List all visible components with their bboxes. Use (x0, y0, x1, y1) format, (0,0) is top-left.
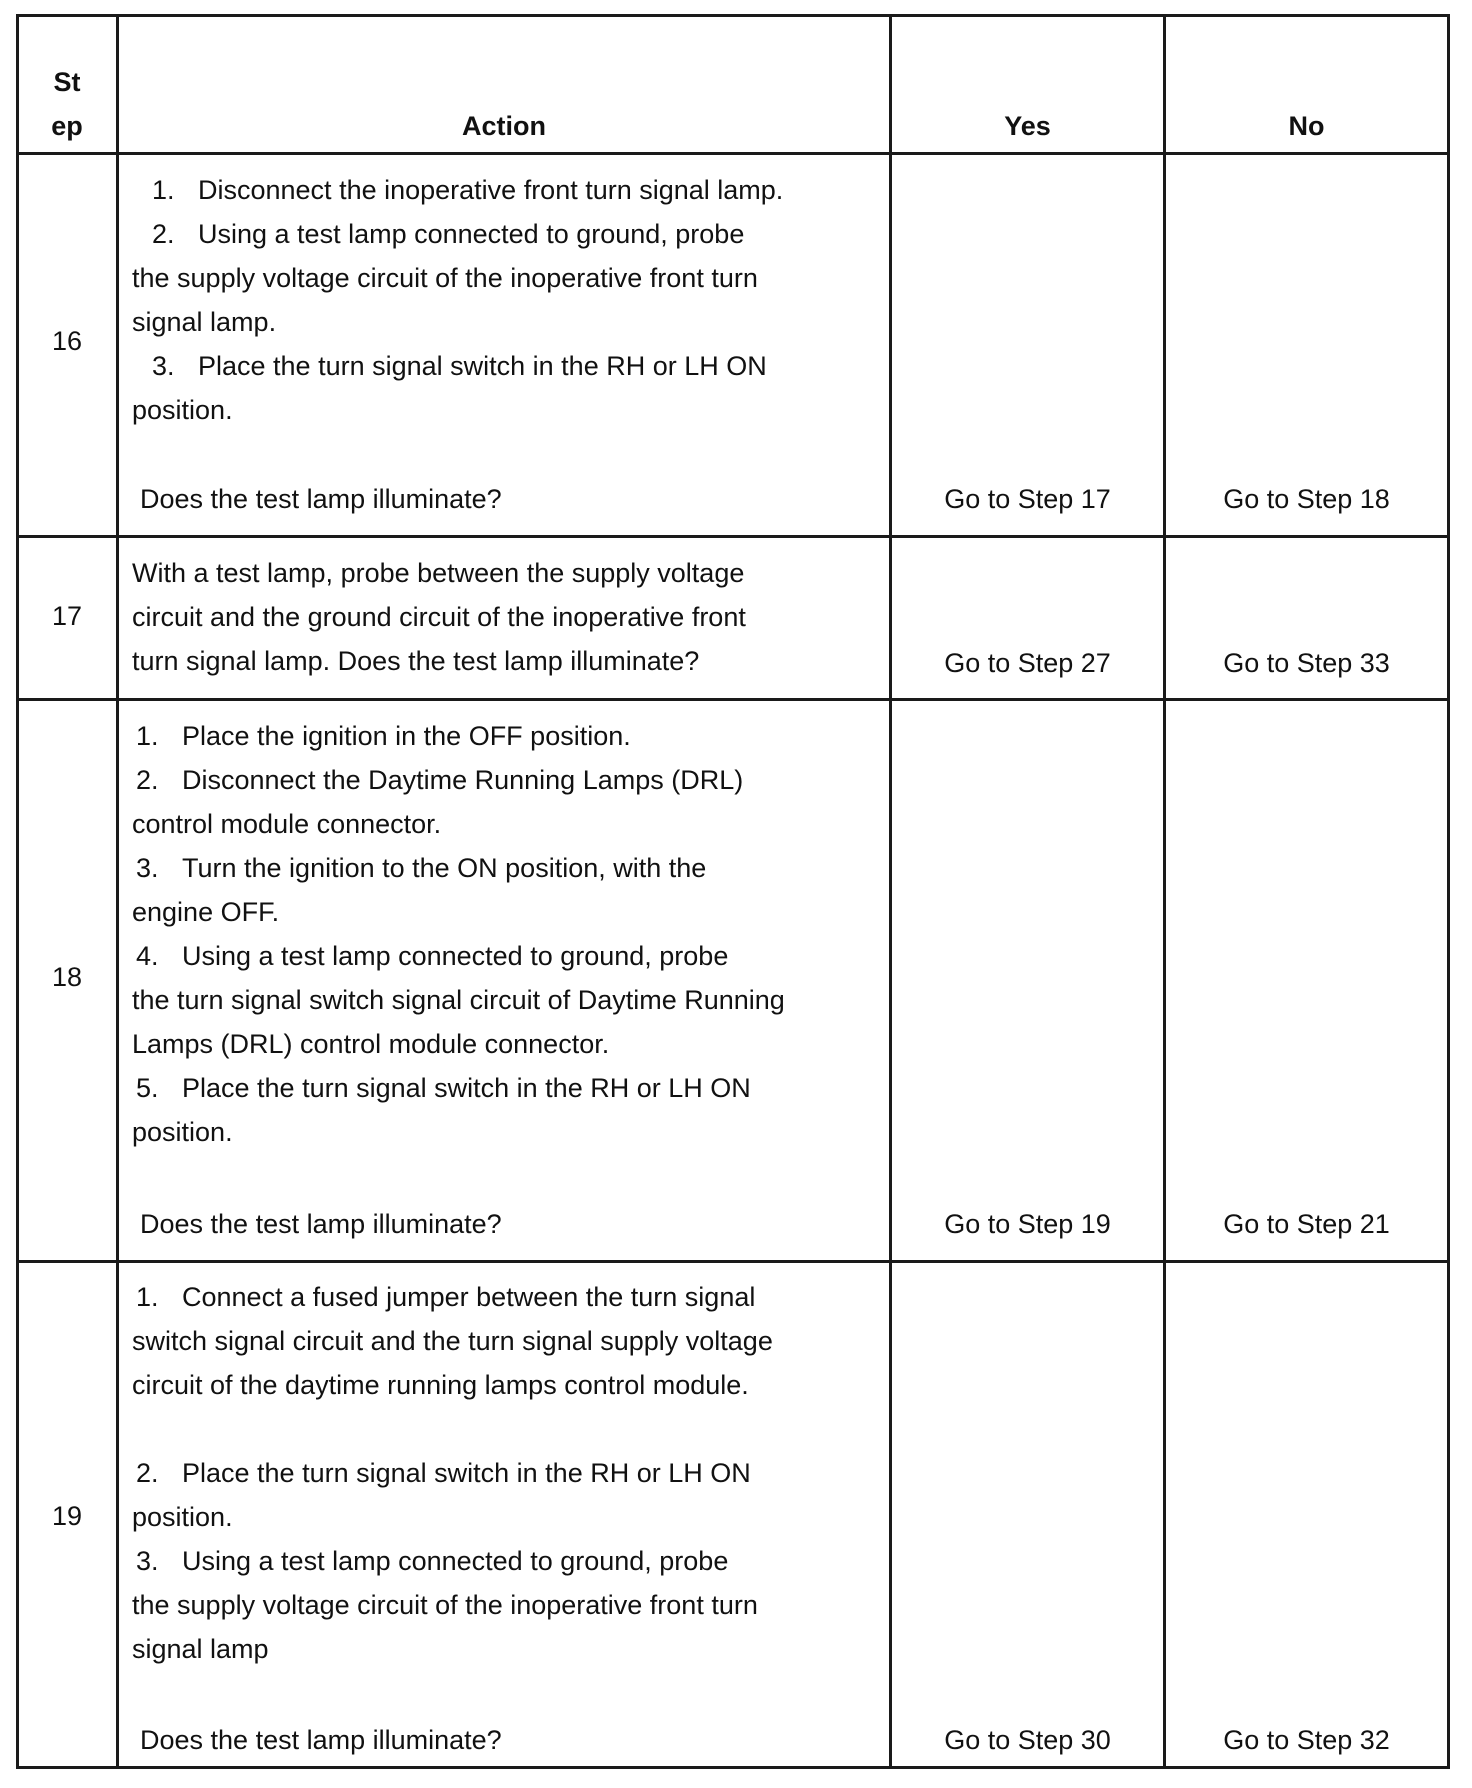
action-question: Does the test lamp illuminate? (140, 1209, 502, 1239)
line-number: 3. (136, 853, 159, 883)
line-text: Connect a fused jumper between the turn signal (182, 1282, 756, 1312)
line-number: 2. (152, 219, 175, 249)
header-yes: Yes (1004, 111, 1051, 141)
yes-link[interactable]: Go to Step 30 (944, 1725, 1111, 1755)
step-number: 18 (51, 962, 83, 992)
action-line: position. (132, 1117, 233, 1147)
line-text: Using a test lamp connected to ground, probe (182, 1546, 729, 1576)
no-link[interactable]: Go to Step 32 (1223, 1725, 1390, 1755)
line-text: Place the turn signal switch in the RH or LH ON (182, 1073, 751, 1103)
action-line: circuit of the daytime running lamps control module. (132, 1370, 749, 1400)
yes-link[interactable]: Go to Step 19 (944, 1209, 1111, 1239)
line-number: 5. (136, 1073, 159, 1103)
yes-link[interactable]: Go to Step 17 (944, 484, 1111, 514)
action-line (132, 344, 783, 388)
column-divider (1163, 14, 1166, 1769)
header-step-line2: ep (51, 111, 83, 141)
table-border-top (16, 14, 1450, 17)
action-line (132, 168, 783, 212)
action-line (132, 1275, 773, 1319)
column-divider (116, 14, 119, 1769)
action-line: position. (132, 1502, 233, 1532)
action-line: Lamps (DRL) control module connector. (132, 1029, 610, 1059)
yes-link[interactable]: Go to Step 27 (944, 648, 1111, 678)
action-question: Does the test lamp illuminate? (140, 1725, 502, 1755)
action-line: position. (132, 395, 233, 425)
action-text (132, 714, 785, 1154)
header-step (19, 60, 115, 148)
line-text: Place the ignition in the OFF position. (182, 721, 631, 751)
header-no: No (1288, 111, 1325, 141)
action-question: Does the test lamp illuminate? (140, 484, 502, 514)
header-step-line1: St (53, 67, 81, 97)
action-line: the turn signal switch signal circuit of Daytime Running (132, 985, 785, 1015)
action-line (132, 758, 785, 802)
table-border-right (1447, 14, 1450, 1769)
action-line: turn signal lamp. Does the test lamp illuminate? (132, 646, 700, 676)
line-text: Using a test lamp connected to ground, probe (198, 219, 745, 249)
action-text (132, 551, 746, 683)
row-divider (16, 698, 1450, 701)
action-line (132, 1451, 773, 1495)
step-number: 16 (51, 326, 83, 356)
line-text: Turn the ignition to the ON position, with the (182, 853, 707, 883)
no-link[interactable]: Go to Step 21 (1223, 1209, 1390, 1239)
header-divider (16, 152, 1450, 155)
action-line: switch signal circuit and the turn signal supply voltage (132, 1326, 773, 1356)
line-number: 1. (136, 1282, 159, 1312)
action-line: the supply voltage circuit of the inoperative front turn (132, 263, 758, 293)
line-text: Using a test lamp connected to ground, probe (182, 941, 729, 971)
no-link[interactable]: Go to Step 18 (1223, 484, 1390, 514)
line-text: Place the turn signal switch in the RH or LH ON (198, 351, 767, 381)
diagnostic-table (16, 14, 1450, 1769)
action-line (132, 1407, 773, 1451)
action-line: engine OFF. (132, 897, 280, 927)
action-line (132, 714, 785, 758)
step-number: 19 (51, 1501, 83, 1531)
line-number: 2. (136, 765, 159, 795)
row-divider (16, 535, 1450, 538)
header-action: Action (462, 111, 546, 141)
action-line (132, 212, 783, 256)
action-line (132, 934, 785, 978)
column-divider (889, 14, 892, 1769)
action-line: circuit and the ground circuit of the inoperative front (132, 602, 746, 632)
table-border-bottom (16, 1766, 1450, 1769)
action-text (132, 1275, 773, 1671)
line-number: 4. (136, 941, 159, 971)
action-line: signal lamp. (132, 307, 277, 337)
action-line: control module connector. (132, 809, 442, 839)
line-number: 1. (152, 175, 175, 205)
line-text: Disconnect the inoperative front turn signal lamp. (198, 175, 784, 205)
row-divider (16, 1260, 1450, 1263)
action-line: signal lamp (132, 1634, 269, 1664)
action-line (132, 1539, 773, 1583)
line-number: 2. (136, 1458, 159, 1488)
action-line (132, 1066, 785, 1110)
line-number: 3. (136, 1546, 159, 1576)
line-text: Disconnect the Daytime Running Lamps (DRL) (182, 765, 744, 795)
line-number: 1. (136, 721, 159, 751)
line-number: 3. (152, 351, 175, 381)
no-link[interactable]: Go to Step 33 (1223, 648, 1390, 678)
action-line: With a test lamp, probe between the supply voltage (132, 558, 745, 588)
action-line: the supply voltage circuit of the inoperative front turn (132, 1590, 758, 1620)
step-number: 17 (51, 601, 83, 631)
line-text: Place the turn signal switch in the RH or LH ON (182, 1458, 751, 1488)
action-line (132, 846, 785, 890)
action-text (132, 168, 783, 432)
